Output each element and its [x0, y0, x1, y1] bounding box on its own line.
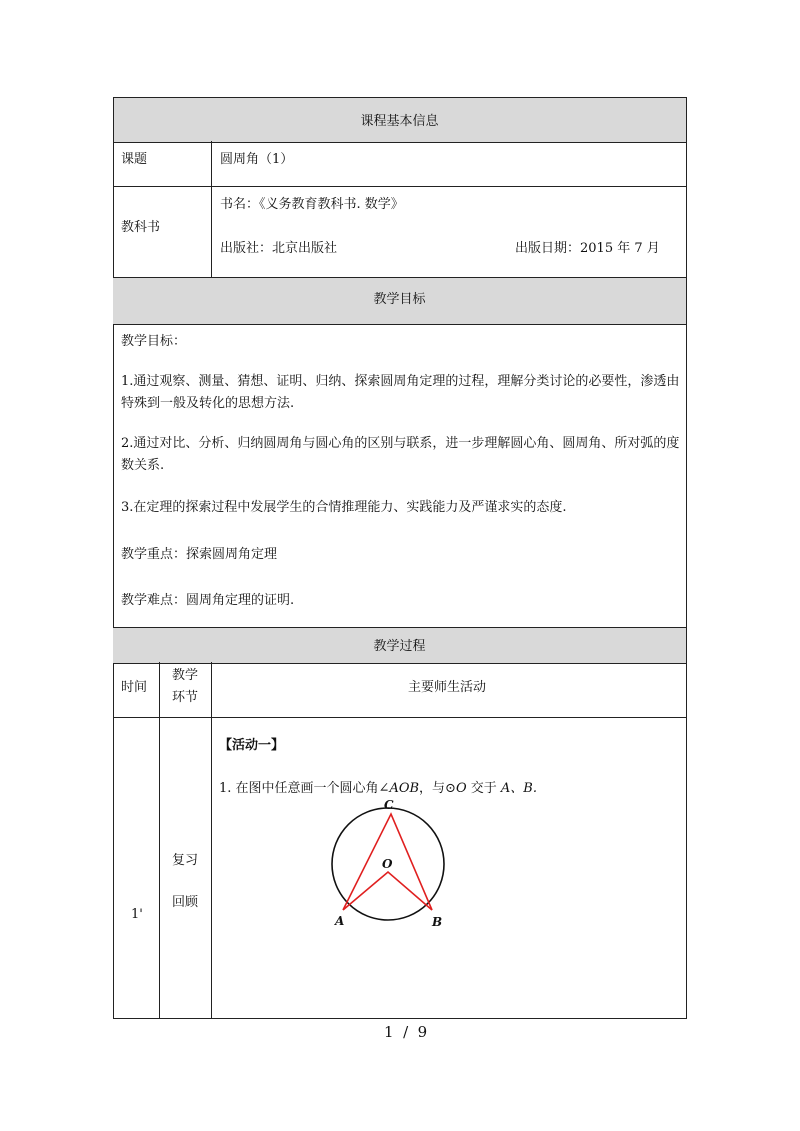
row-stage-line2: 回顾: [172, 895, 199, 910]
activity-title: 【活动一】: [219, 738, 285, 753]
stage-col-divider: [211, 662, 212, 1018]
row-stage-line1: 复习: [172, 853, 199, 868]
objective-item-3: 3.在定理的探索过程中发展学生的合情推理能力、实践能力及严谨求实的态度.: [121, 500, 567, 515]
publisher: 出版社：北京出版社: [220, 241, 338, 256]
course-info-header-text: 课程基本信息: [360, 114, 439, 129]
topic-row-bottom: [113, 186, 687, 187]
topic-label: 课题: [121, 152, 148, 167]
task-points: A、B.: [500, 781, 537, 796]
task-prefix: 1. 在图中任意画一个圆心角: [219, 781, 379, 796]
table-right-border: [686, 97, 687, 1019]
task-mid: ，与⊙: [419, 781, 456, 796]
course-info-header: [113, 97, 686, 143]
row-time: 1': [131, 907, 143, 922]
col-stage-line2: 环节: [172, 690, 199, 705]
task-circle: O: [455, 781, 467, 796]
process-header: [113, 627, 686, 664]
process-header-text: 教学过程: [373, 639, 426, 654]
col-activity: 主要师生活动: [408, 680, 487, 695]
label-o: O: [382, 857, 393, 871]
page-number: 1 / 9: [384, 1023, 428, 1041]
objective-item-2: 2.通过对比、分析、归纳圆周角与圆心角的区别与联系，进一步理解圆心角、圆周角、所对弧的度数关系.: [121, 436, 680, 473]
table-bottom-border: [113, 1018, 687, 1019]
objectives-intro: 教学目标：: [121, 334, 187, 349]
col-time: 时间: [121, 680, 148, 695]
difficulty-point: 教学难点：圆周角定理的证明.: [121, 593, 295, 608]
objectives-header: [113, 277, 686, 325]
label-a: A: [335, 914, 345, 928]
publish-date: 出版日期：2015 年 7 月: [515, 241, 660, 256]
col-stage-line1: 教学: [172, 668, 199, 683]
objectives-header-text: 教学目标: [373, 292, 426, 307]
time-col-divider: [159, 662, 160, 1018]
book-name: 书名：《义务教育教科书. 数学》: [220, 197, 404, 212]
textbook-label: 教科书: [121, 220, 161, 235]
objective-item-1: 1.通过观察、测量、猜想、证明、归纳、探索圆周角定理的过程，理解分类讨论的必要性，渗透由特殊到一般及转化的思想方法.: [121, 374, 680, 411]
topic-value: 圆周角（1）: [220, 152, 294, 167]
table-left-border: [113, 97, 114, 1019]
label-b: B: [432, 915, 443, 929]
central-angle-figure: [320, 792, 460, 932]
task-angle: ∠AOB: [378, 781, 420, 796]
key-point: 教学重点：探索圆周角定理: [121, 547, 278, 562]
info-col-divider: [211, 141, 212, 277]
label-c: C: [384, 798, 394, 812]
process-head-bottom: [113, 717, 687, 718]
task-suffix: 交于: [470, 781, 497, 796]
